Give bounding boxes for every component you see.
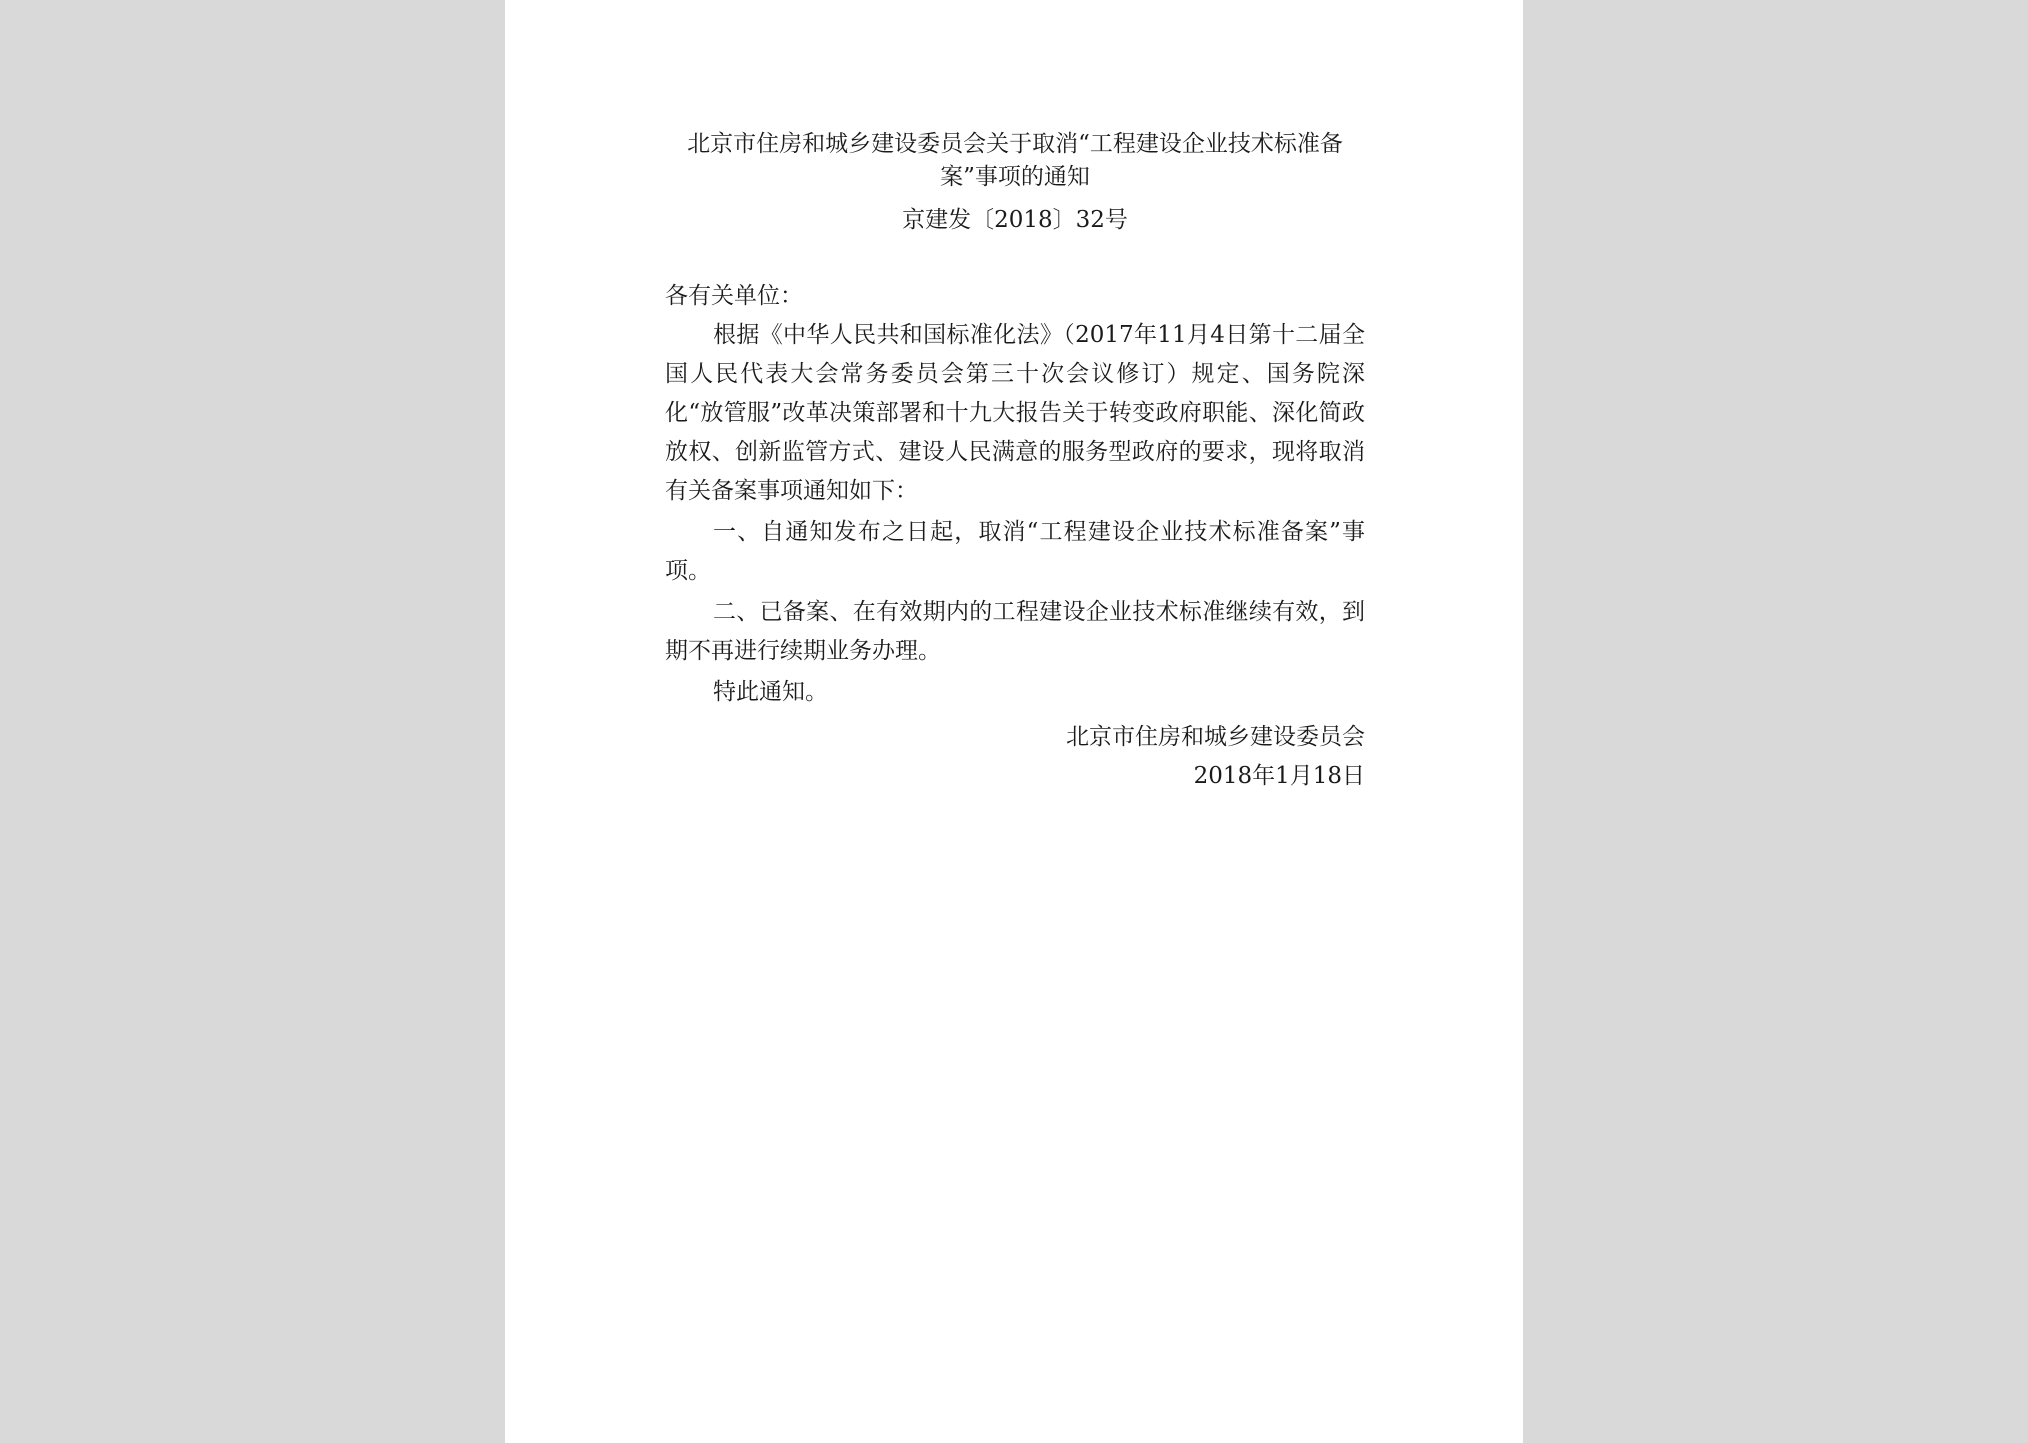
paragraph-item-1: 一、自通知发布之日起，取消“工程建设企业技术标准备案”事项。 — [665, 519, 1365, 584]
paragraph-item-2: 二、已备案、在有效期内的工程建设企业技术标准继续有效，到期不再进行续期业务办理。 — [665, 599, 1365, 664]
closing-line: 特此通知。 — [713, 679, 828, 705]
document-page — [505, 0, 1523, 1443]
signer: 北京市住房和城乡建设委员会 — [1066, 724, 1365, 750]
salutation: 各有关单位： — [665, 283, 803, 309]
document-body — [665, 128, 1365, 796]
issue-date: 2018年1月18日 — [1193, 763, 1365, 789]
document-number: 京建发〔2018〕32号 — [902, 207, 1128, 233]
document-title: 北京市住房和城乡建设委员会关于取消“工程建设企业技术标准备案”事项的通知 — [687, 131, 1343, 190]
paragraph-intro: 根据《中华人民共和国标准化法》（2017年11月4日第十二届全国人民代表大会常务委员会第三十次会议修订）规定、国务院深化“放管服”改革决策部署和十九大报告关于转变政府职能、深化简政放权、创新监管方式、建设人民满意的服务型政府的要求，现将取消有关备案事项通知如下： — [665, 322, 1365, 504]
